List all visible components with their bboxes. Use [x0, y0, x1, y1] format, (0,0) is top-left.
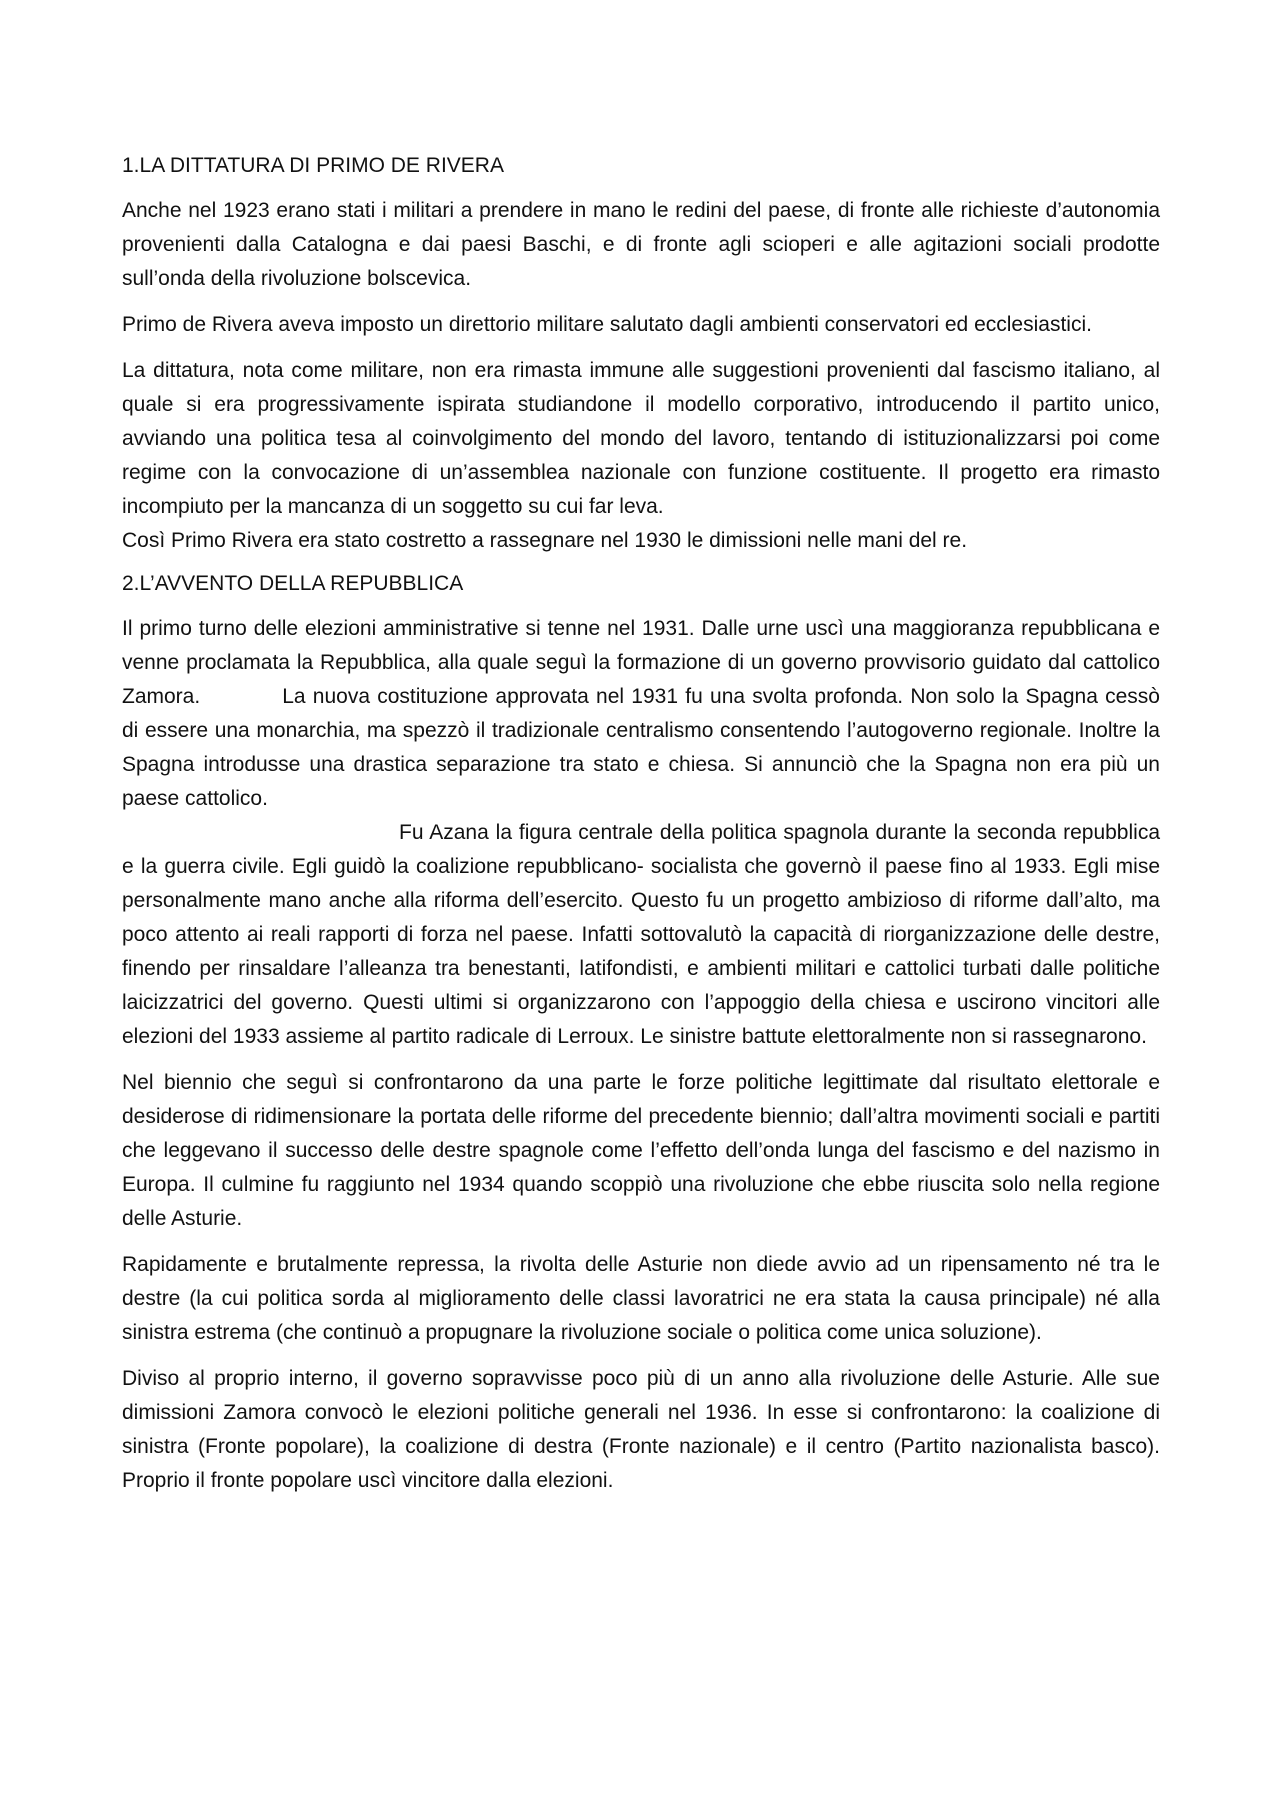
section-2-paragraph-5: Diviso al proprio interno, il governo sopravvisse poco più di un anno alla rivoluzione delle Asturie. Alle sue dimissioni Zamora convocò le elezioni politiche generali nel 1936. In esse si confrontarono: la coalizione di sinistra (Fronte popolare), la coalizione di destra (Fronte nazionale) e il centro (Partito nazionalista basco). Proprio il fronte popolare uscì vincitore dalla elezioni.	[122, 1367, 1160, 1492]
section-1-paragraph-1: Anche nel 1923 erano stati i militari a prendere in mano le redini del paese, di fronte alle richieste d’autonomia provenienti dalla Catalogna e dai paesi Baschi, e di fronte agli scioperi e alle agitazioni sociali prodotte sull’onda della rivoluzione bolscevica.	[122, 199, 1160, 290]
section-2-paragraph-2-text: Fu Azana la figura centrale della politica spagnola durante la seconda repubblica e la guerra civile. Egli guidò la coalizione repubblicano- socialista che governò il paese fino al 1933. Egli mise personalmente mano anche alla riforma dell’esercito. Questo fu un progetto ambizioso di riforme dall’alto, ma poco attento ai reali rapporti di forza nel paese. Infatti sottovalutò la capacità di riorganizzazione delle destre, finendo per rinsaldare l’alleanza tra benestanti, latifondisti, e ambienti militari e cattolici turbati dalle politiche laicizzatrici del governo. Questi ultimi si organizzarono con l’appoggio della chiesa e uscirono vincitori alle elezioni del 1933 assieme al partito radicale di Lerroux. Le sinistre battute elettoralmente non si rassegnarono.	[122, 821, 1160, 1048]
section-2-title: 2.L’AVVENTO DELLA REPUBBLICA	[122, 572, 464, 595]
section-2-paragraph-1	[122, 612, 1160, 816]
section-2-paragraph-2	[122, 816, 1160, 1054]
section-2-paragraph-1-part-b: La nuova costituzione approvata nel 1931 fu una svolta profonda. Non solo la Spagna cessò di essere una monarchia, ma spezzò il tradizionale centralismo consentendo l’autogoverno regionale. Inoltre la Spagna introdusse una drastica separazione tra stato e chiesa. Si annunciò che la Spagna non era più un paese cattolico.	[122, 685, 1160, 810]
section-1-paragraph-3	[122, 354, 1160, 558]
section-2-paragraph-3: Nel biennio che seguì si confrontarono da una parte le forze politiche legittimate dal risultato elettorale e desiderose di ridimensionare la portata delle riforme del precedente biennio; dall’altra movimenti sociali e partiti che leggevano il successo delle destre spagnole come l’effetto dell’onda lunga del fascismo e del nazismo in Europa. Il culmine fu raggiunto nel 1934 quando scoppiò una rivoluzione che ebbe riuscita solo nella regione delle Asturie.	[122, 1071, 1160, 1230]
section-1-paragraph-3-closing: Così Primo Rivera era stato costretto a rassegnare nel 1930 le dimissioni nelle mani del re.	[122, 529, 968, 552]
section-1-paragraph-3-text: La dittatura, nota come militare, non era rimasta immune alle suggestioni provenienti dal fascismo italiano, al quale si era progressivamente ispirata studiandone il modello corporativo, introducendo il partito unico, avviando una politica tesa al coinvolgimento del mondo del lavoro, tentando di istituzionalizzarsi poi come regime con la convocazione di un’assemblea nazionale con funzione costituente. Il progetto era rimasto incompiuto per la mancanza di un soggetto su cui far leva.	[122, 359, 1160, 518]
section-1-paragraph-2: Primo de Rivera aveva imposto un direttorio militare salutato dagli ambienti conservatori ed ecclesiastici.	[122, 313, 1092, 336]
section-2-paragraph-4: Rapidamente e brutalmente repressa, la rivolta delle Asturie non diede avvio ad un ripensamento né tra le destre (la cui politica sorda al miglioramento delle classi lavoratrici ne era stata la causa principale) né alla sinistra estrema (che continuò a propugnare la rivoluzione sociale o politica come unica soluzione).	[122, 1253, 1160, 1344]
document-page	[122, 152, 1160, 1510]
section-2-paragraph-1-part-a: Il primo turno delle elezioni amministrative si tenne nel 1931. Dalle urne uscì una maggioranza repubblicana e venne proclamata la Repubblica, alla quale seguì la formazione di un governo provvisorio guidato dal cattolico Zamora.	[122, 617, 1160, 708]
section-1-title: 1.LA DITTATURA DI PRIMO DE RIVERA	[122, 154, 504, 177]
